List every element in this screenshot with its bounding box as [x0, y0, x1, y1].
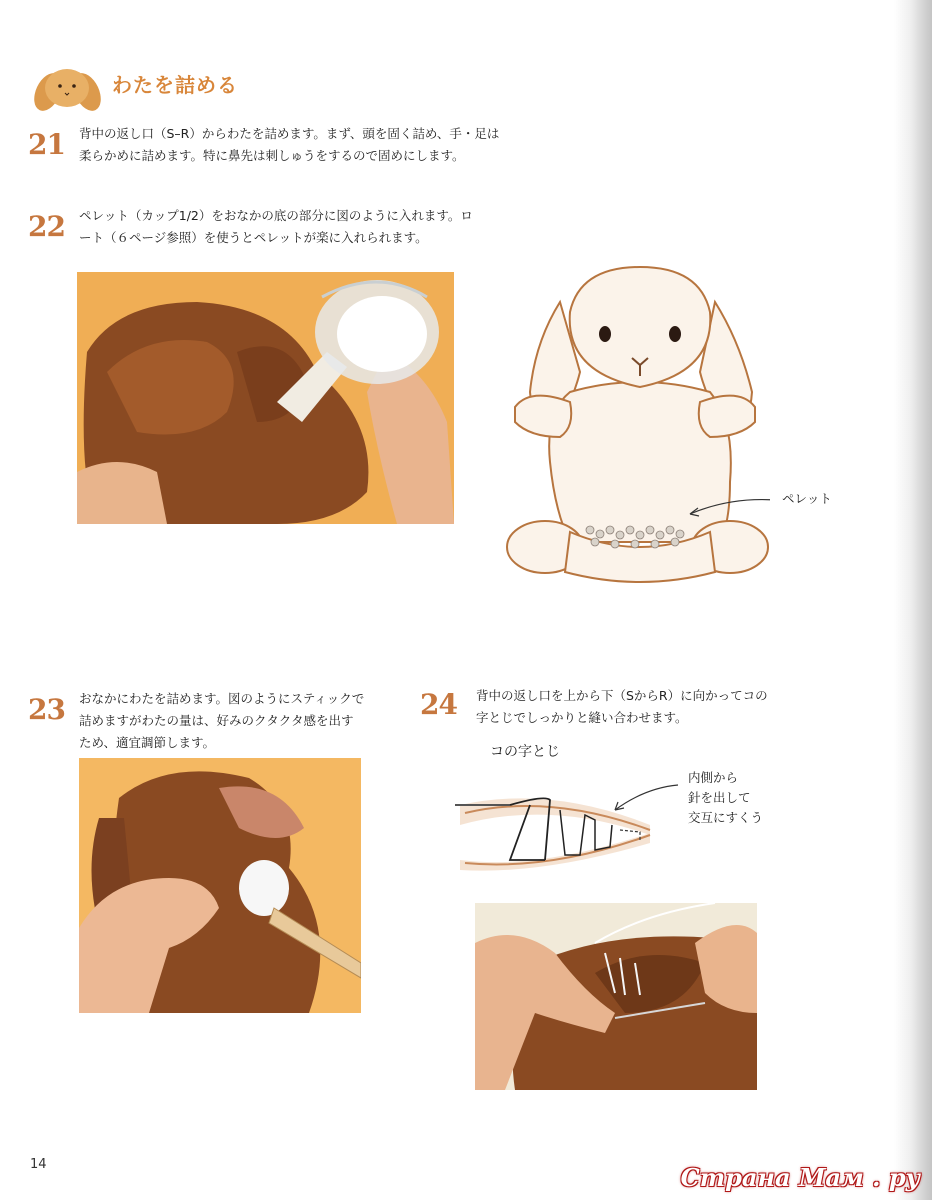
step-23-line: ため、適宜調節します。 — [79, 735, 216, 750]
step-number-22: 22 — [28, 210, 65, 243]
stitch-note-line: 交互にすくう — [688, 810, 764, 825]
step-text-24 — [476, 685, 768, 729]
photo-pellet-funnel — [77, 272, 454, 524]
step-number-21: 21 — [28, 128, 65, 161]
photo-stuffing-stick — [79, 758, 361, 1013]
bunny-face-icon — [30, 62, 104, 112]
step-24-line: 背中の返し口を上から下（SからR）に向かってコの — [476, 688, 768, 703]
stitch-diagram-title: コの字とじ — [490, 744, 560, 760]
stitch-note-line: 針を出して — [688, 790, 751, 805]
step-22-line: ート（６ページ参照）を使うとペレットが楽に入れられます。 — [79, 230, 428, 245]
step-22-line: ペレット（カップ1/2）をおなかの底の部分に図のように入れます。ロ — [79, 208, 473, 223]
book-spine-shadow — [894, 0, 932, 1200]
stitch-note — [688, 768, 763, 828]
step-24-line: 字とじでしっかりと縫い合わせます。 — [476, 710, 688, 725]
step-21-line: 柔らかめに詰めます。特に鼻先は刺しゅうをするので固めにします。 — [79, 148, 465, 163]
bunny-pellet-illustration — [500, 262, 770, 602]
watermark-logo: Страна Мам . ру — [680, 1163, 920, 1192]
step-text-21 — [79, 123, 499, 167]
step-23-line: 詰めますがわたの量は、好みのクタクタ感を出す — [79, 713, 354, 728]
pellet-label: ペレット — [782, 491, 832, 506]
step-21-line: 背中の返し口（S–R）からわたを詰めます。まず、頭を固く詰め、手・足は — [79, 126, 500, 141]
page-number: 14 — [30, 1157, 47, 1172]
step-text-23 — [79, 688, 364, 754]
stitch-note-arrow — [600, 780, 680, 820]
step-number-23: 23 — [28, 693, 65, 726]
step-23-line: おなかにわたを詰めます。図のようにスティックで — [79, 691, 365, 706]
stitch-note-line: 内側から — [688, 770, 739, 785]
photo-sewing-closed — [475, 903, 757, 1090]
step-number-24: 24 — [420, 688, 457, 721]
section-title: わたを詰める — [112, 73, 238, 97]
step-text-22 — [79, 205, 473, 249]
